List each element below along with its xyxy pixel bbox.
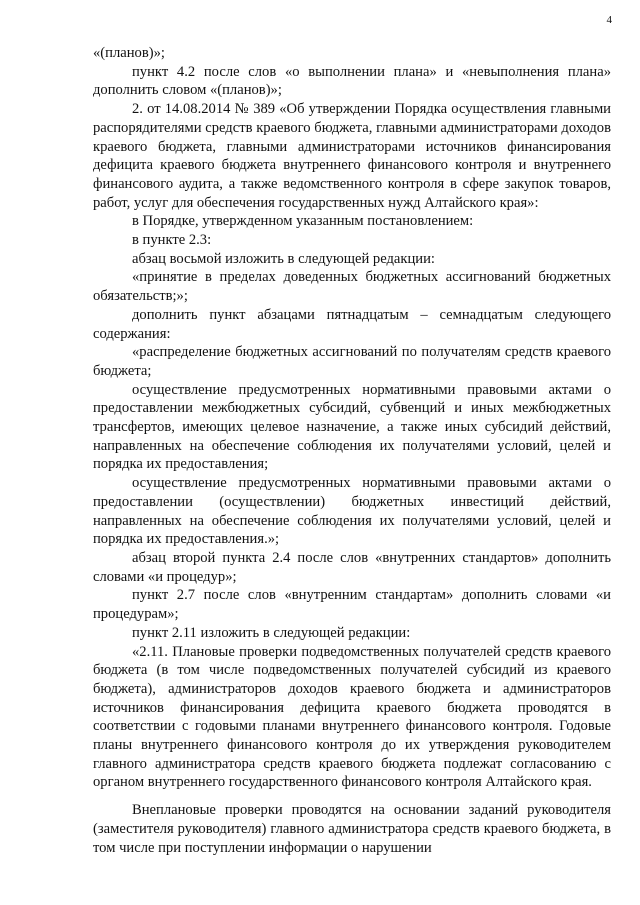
paragraph: пункт 4.2 после слов «о выполнении плана» и «невыполнения плана» дополнить словом «(планов)»;	[93, 63, 611, 99]
paragraph: пункт 2.7 после слов «внутренним стандартам» дополнить словами «и процедурам»;	[93, 587, 611, 623]
document-body	[93, 44, 611, 857]
paragraph: Внеплановые проверки проводятся на основании заданий руководителя (заместителя руководителя) главного администратора средств краевого бюджета, в том числе при поступлении информации о нарушении	[93, 802, 611, 856]
paragraph: в пункте 2.3:	[132, 232, 212, 249]
paragraph: «принятие в пределах доведенных бюджетных ассигнований бюджетных обязательств;»;	[93, 269, 611, 305]
paragraph: 2. от 14.08.2014 № 389 «Об утверждении Порядка осуществления главными распорядителями средств краевого бюджета, главными администраторами доходов краевого бюджета, главными администраторами источников финансирования дефицита краевого бюджета внутреннего финансового контроля и внутреннего финансового аудита, а также ведомственного контроля в сфере закупок товаров, работ, услуг для обеспечения государственных нужд Алтайского края»:	[93, 101, 611, 211]
paragraph: осуществление предусмотренных нормативными правовыми актами о предоставлении (осуществлении) бюджетных инвестиций действий, направленных на обеспечение соблюдения их получателями условий, целей и порядка их предоставления.»;	[93, 475, 611, 548]
paragraph: пункт 2.11 изложить в следующей редакции:	[132, 624, 411, 641]
paragraph: абзац второй пункта 2.4 после слов «внутренних стандартов» дополнить словами «и процедур»;	[93, 549, 611, 585]
paragraph: в Порядке, утвержденном указанным постановлением:	[132, 213, 474, 230]
paragraph: дополнить пункт абзацами пятнадцатым – семнадцатым следующего содержания:	[93, 306, 611, 342]
paragraph: «распределение бюджетных ассигнований по получателям средств краевого бюджета;	[93, 344, 611, 379]
paragraph: «2.11. Плановые проверки подведомственных получателей средств краевого бюджета (в том числе подведомственных получателей субсидий из краевого бюджета), администраторов доходов краевого бюджета и администраторов источников финансирования дефицита краевого бюджета проводятся в соответствии с годовыми планами внутреннего финансового контроля. Годовые планы внутреннего финансового контроля до их утверждения руководителем главного администратора средств краевого бюджета подлежат согласованию с органом внутреннего государственного финансового контроля Алтайского края.	[93, 643, 611, 791]
paragraph: «(планов)»;	[93, 45, 165, 61]
paragraph: абзац восьмой изложить в следующей редакции:	[132, 250, 435, 267]
paragraph: осуществление предусмотренных нормативными правовыми актами о предоставлении межбюджетных субсидий, субвенций и иных межбюджетных трансфертов, имеющих целевое назначение, а также иных субсидий действий, направленных на обеспечение соблюдения их получателями условий, целей и порядка их предоставления;	[93, 381, 611, 473]
page-number: 4	[606, 14, 612, 26]
